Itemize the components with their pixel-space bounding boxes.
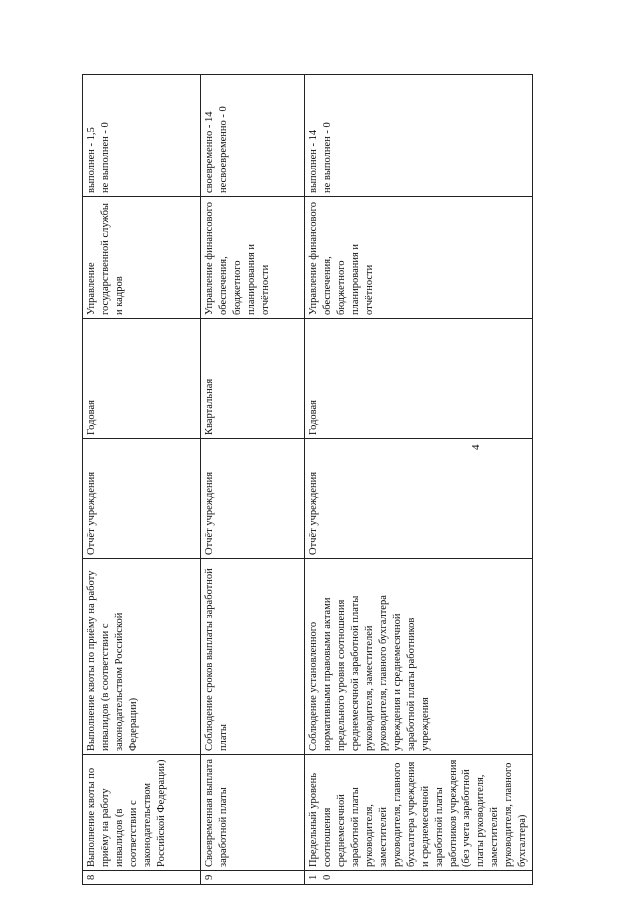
score-cell: выполнен - 1,5 не выполнен - 0	[83, 75, 201, 197]
criterion-cell: Соблюдение сроков выплаты заработной платы	[201, 559, 305, 755]
periodicity-cell: Квартальная	[201, 319, 305, 439]
source-cell: Отчёт учреждения	[201, 439, 305, 559]
score-cell: своевременно - 14 несвоевременно - 0	[201, 75, 305, 197]
periodicity-cell: Годовая	[305, 319, 533, 439]
table-row	[201, 75, 305, 885]
criterion-cell: Выполнение квоты по приёму на работу инвалидов (в соответствии с законодательством Российской Федерации)	[83, 559, 201, 755]
periodicity-cell: Годовая	[83, 319, 201, 439]
table-row	[83, 75, 201, 885]
row-number: 8	[83, 871, 201, 885]
table-row	[305, 75, 533, 885]
criteria-table	[82, 74, 533, 885]
responsible-cell: Управление государственной службы и кадров	[83, 197, 201, 319]
indicator-cell: Выполнение квоты по приёму на работу инвалидов (в соответствии с законодательством Российской Федерации)	[83, 755, 201, 871]
responsible-cell: Управление финансового обеспечения, бюджетного планирования и отчётности	[201, 197, 305, 319]
source-cell: Отчёт учреждения	[305, 439, 533, 559]
criterion-cell: Соблюдение установленного нормативными правовыми актами предельного уровня соотношения среднемесячной заработной платы руководителя, заместителей руководителя, главного бухгалтера учреждения и среднемесячной заработной платы работников учреждения	[305, 559, 533, 755]
page-number: 4	[470, 444, 482, 450]
source-cell: Отчёт учреждения	[83, 439, 201, 559]
indicator-cell: Предельный уровень соотношения среднемесячной заработной платы руководителя, заместителей руководителя, главного бухгалтера учреждения и среднемесячной заработной платы работников учреждения (без учета заработной платы руководителя, заместителей руководителя, главного бухгалтера)	[305, 755, 533, 871]
responsible-cell: Управление финансового обеспечения, бюджетного планирования и отчётности	[305, 197, 533, 319]
rotated-table-wrapper	[82, 75, 530, 885]
indicator-cell: Своевременная выплата заработной платы	[201, 755, 305, 871]
row-number: 9	[201, 871, 305, 885]
row-number: 10	[305, 871, 533, 885]
score-cell: выполнен - 14 не выполнен - 0	[305, 75, 533, 197]
